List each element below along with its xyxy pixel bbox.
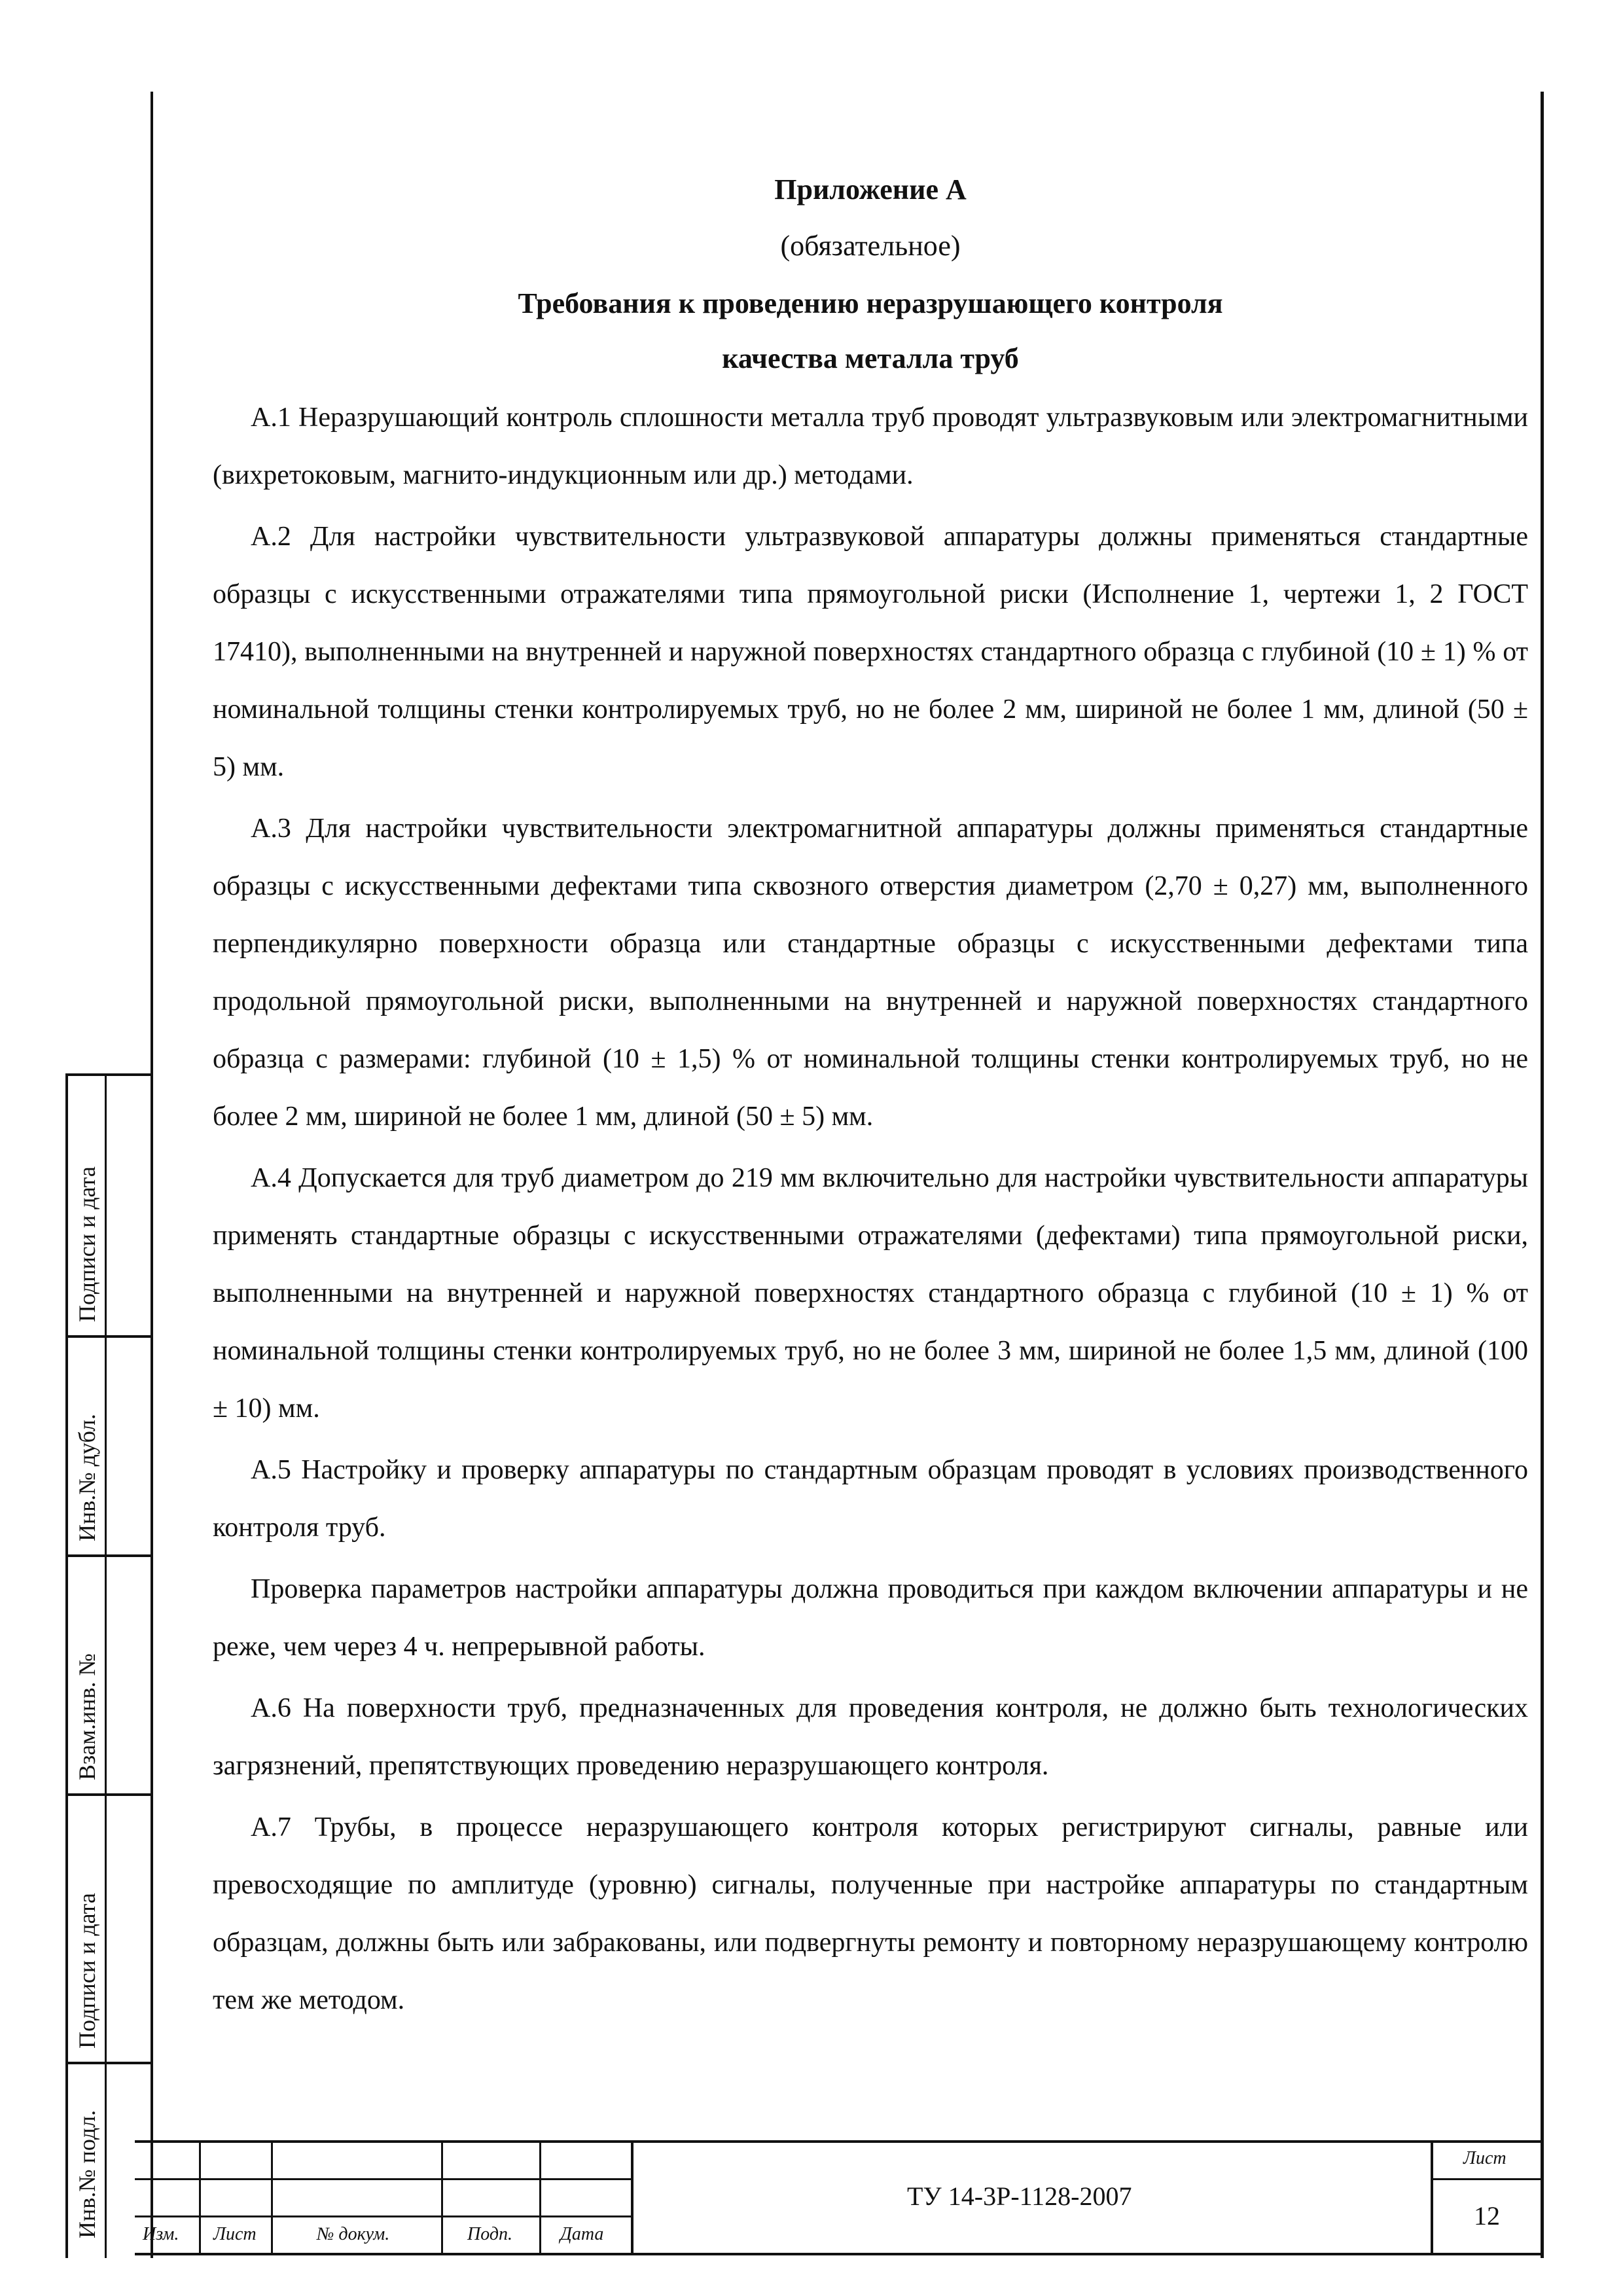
title-block-date-label: Дата [560,2224,604,2244]
document-number: ТУ 14-3Р-1128-2007 [907,2181,1132,2211]
paragraph-a6: А.6 На поверхности труб, предназначенных для проведения контроля, не должно быть технологических загрязнений, препятствующих проведению неразрушающего контроля. [213,1693,1528,1781]
paragraph-a3: А.3 Для настройки чувствительности электромагнитной аппаратуры должны применяться стандартные образцы с искусственными дефектами типа сквозного отверстия диаметром (2,70 ± 0,27) мм, выполненного перпендикулярно поверхности образца или стандартные образцы с искусственными дефектами типа продольной прямоугольной риски, выполненными на внутренней и наружной поверхностях стандартного образца с размерами: глубиной (10 ± 1,5) % от номинальной толщины стенки контролируемых труб, но не более 2 мм, шириной не более 1 мм, длиной (50 ± 5) мм. [213,814,1528,1132]
paragraph-a4: А.4 Допускается для труб диаметром до 219 мм включительно для настройки чувствительности аппаратуры применять стандартные образцы с искусственными отражателями (дефектами) типа прямоугольной риски, выполненными на внутренней и наружной поверхностях стандартного образца с глубиной (10 ± 1) % от номинальной толщины стенки контролируемых труб, но не более 3 мм, шириной не более 1,5 мм, длиной (100 ± 10) мм. [213,1163,1528,1424]
annex-heading: Приложение А [774,173,967,206]
side-label-dup-inv: Инв.№ дубл. [74,1414,100,1541]
side-label-replaced-inv: Взам.инв. № [74,1653,100,1780]
paragraph-a2: А.2 Для настройки чувствительности ультразвуковой аппаратуры должны применяться стандартные образцы с искусственными отражателями типа прямоугольной риски (Исполнение 1, чертежи 1, 2 ГОСТ 17410), выполненными на внутренней и наружной поверхностях стандартного образца с глубиной (10 ± 1) % от номинальной толщины стенки контролируемых труб, но не более 2 мм, шириной не более 1 мм, длиной (50 ± 5) мм. [213,522,1528,782]
side-label-signature-top: Подписи и дата [74,1166,100,1322]
annex-title-line1: Требования к проведению неразрушающего контроля [518,287,1223,319]
annex-status: (обязательное) [780,230,961,262]
annex-title-line2: качества металла труб [722,342,1019,374]
title-block-sign-label: Подп. [467,2224,513,2244]
paragraph-a5: А.5 Настройку и проверку аппаратуры по стандартным образцам проводят в условиях производственного контроля труб. [213,1455,1528,1543]
paragraph-a1: А.1 Неразрушающий контроль сплошности металла труб проводят ультразвуковым или электромагнитными (вихретоковым, магнито-индукционным или др.) методами. [213,403,1528,490]
title-block-doc-label: № докум. [317,2224,390,2244]
title-block-change-label: Изм. [143,2224,179,2244]
side-label-signature-bottom: Подписи и дата [74,1893,100,2049]
sheet-number: 12 [1474,2201,1500,2231]
side-label-orig-inv: Инв.№ подл. [74,2109,100,2238]
document-body [213,164,1528,2033]
paragraph-a7: А.7 Трубы, в процессе неразрушающего контроля которых регистрируют сигналы, равные или превосходящие по амплитуде (уровню) сигналы, полученные при настройке аппаратуры по стандартным образцам, должны быть или забракованы, или подвергнуты ремонту и повторному неразрушающему контролю тем же методом. [213,1812,1528,2015]
sheet-label: Лист [1463,2148,1507,2168]
frame-left-line [151,92,153,2258]
paragraph-a5-check: Проверка параметров настройки аппаратуры должна проводиться при каждом включении аппаратуры и не реже, чем через 4 ч. непрерывной работы. [213,1574,1528,1662]
title-block-sheet-col-label: Лист [213,2224,257,2244]
frame-right-line [1541,92,1544,2258]
title-block [135,2140,1543,2255]
